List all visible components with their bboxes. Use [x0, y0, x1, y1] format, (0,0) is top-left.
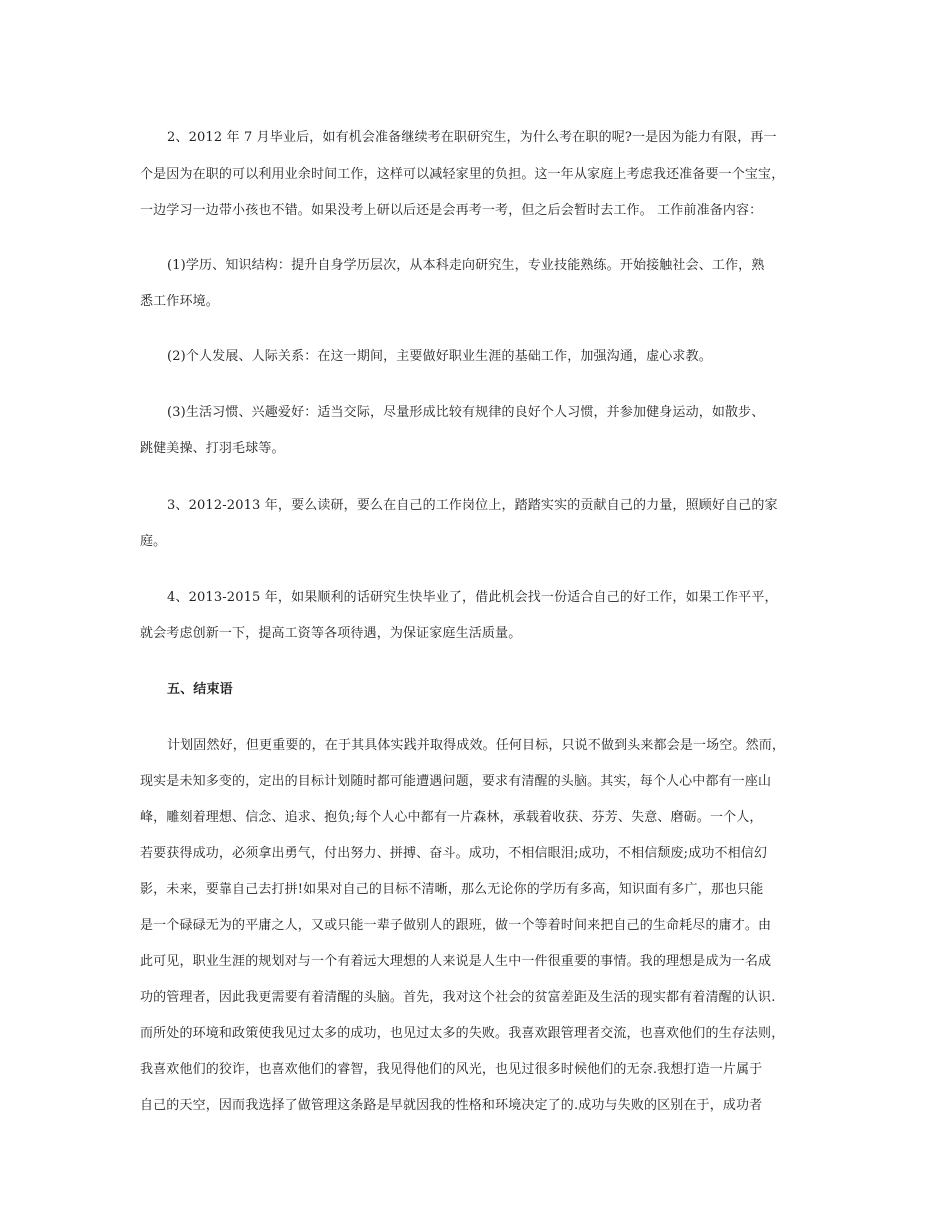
text-line: 庭。	[140, 534, 167, 549]
text-line: 功的管理者，因此我更需要有着清醒的头脑。首先，我对这个社会的贫富差距及生活的现实都有着清醒的认识.	[140, 990, 776, 1005]
text-line: 3、2012-2013 年，要么读研，要么在自己的工作岗位上，踏踏实实的贡献自己的力量，照顾好自己的家	[167, 498, 778, 513]
text-line: (2)个人发展、人际关系：在这一期间，主要做好职业生涯的基础工作，加强沟通，虚心求教。	[167, 349, 712, 364]
text-line: (3)生活习惯、兴趣爱好：适当交际，尽量形成比较有规律的良好个人习惯，并参加健身运动，如散步、	[167, 405, 765, 420]
text-line: 个是因为在职的可以利用业余时间工作，这样可以减轻家里的负担。这一年从家庭上考虑我还准备要一个宝宝，	[140, 167, 785, 182]
text-line: 4、2013-2015 年，如果顺利的话研究生快毕业了，借此机会找一份适合自己的好工作，如果工作平平，	[167, 590, 778, 605]
text-line: 自己的天空，因而我选择了做管理这条路是早就因我的性格和环境决定了的.成功与失败的区别在于，成功者	[140, 1098, 763, 1113]
text-line: 一边学习一边带小孩也不错。如果没考上研以后还是会再考一考，但之后会暂时去工作。 工作前准备内容：	[140, 203, 763, 218]
text-line: 计划固然好，但更重要的，在于其具体实践并取得成效。任何目标，只说不做到头来都会是一场空。然而，	[167, 738, 786, 753]
text-line: 影，未来，要靠自己去打拼!如果对自己的目标不清晰，那么无论你的学历有多高，知识面有多广，那也只能	[140, 882, 764, 897]
text-line: (1)学历、知识结构：提升自身学历层次，从本科走向研究生，专业技能熟练。开始接触社会、工作，熟	[167, 258, 765, 273]
text-line: 而所处的环境和政策使我见过太多的成功，也见过太多的失败。我喜欢跟管理者交流，也喜欢他们的生存法则，	[140, 1026, 785, 1041]
section-heading: 五、结束语	[167, 682, 233, 697]
text-line: 若要获得成功，必须拿出勇气，付出努力、拼搏、奋斗。成功，不相信眼泪;成功，不相信颓废;成功不相信幻	[140, 846, 768, 861]
text-line: 是一个碌碌无为的平庸之人，又或只能一辈子做别人的跟班，做一个等着时间来把自己的生命耗尽的庸才。由	[140, 918, 772, 933]
text-line: 现实是未知多变的，定出的目标计划随时都可能遭遇问题，要求有清醒的头脑。其实，每个人心中都有一座山	[140, 774, 772, 789]
text-line: 我喜欢他们的狡诈，也喜欢他们的睿智，我见得他们的风光，也见过很多时候他们的无奈.我想打造一片属于	[140, 1062, 763, 1077]
text-line: 悉工作环境。	[140, 294, 219, 309]
text-line: 峰，雕刻着理想、信念、追求、抱负;每个人心中都有一片森林，承载着收获、芬芳、失意、磨砺。一个人，	[140, 810, 763, 825]
text-line: 跳健美操、打羽毛球等。	[140, 441, 285, 456]
text-line: 就会考虑创新一下，提高工资等各项待遇，为保证家庭生活质量。	[140, 626, 522, 641]
text-line: 此可见，职业生涯的规划对与一个有着远大理想的人来说是人生中一件很重要的事情。我的理想是成为一名成	[140, 954, 772, 969]
text-line: 2、2012 年 7 月毕业后，如有机会准备继续考在职研究生，为什么考在职的呢?一是因为能力有限，再一	[167, 130, 777, 145]
